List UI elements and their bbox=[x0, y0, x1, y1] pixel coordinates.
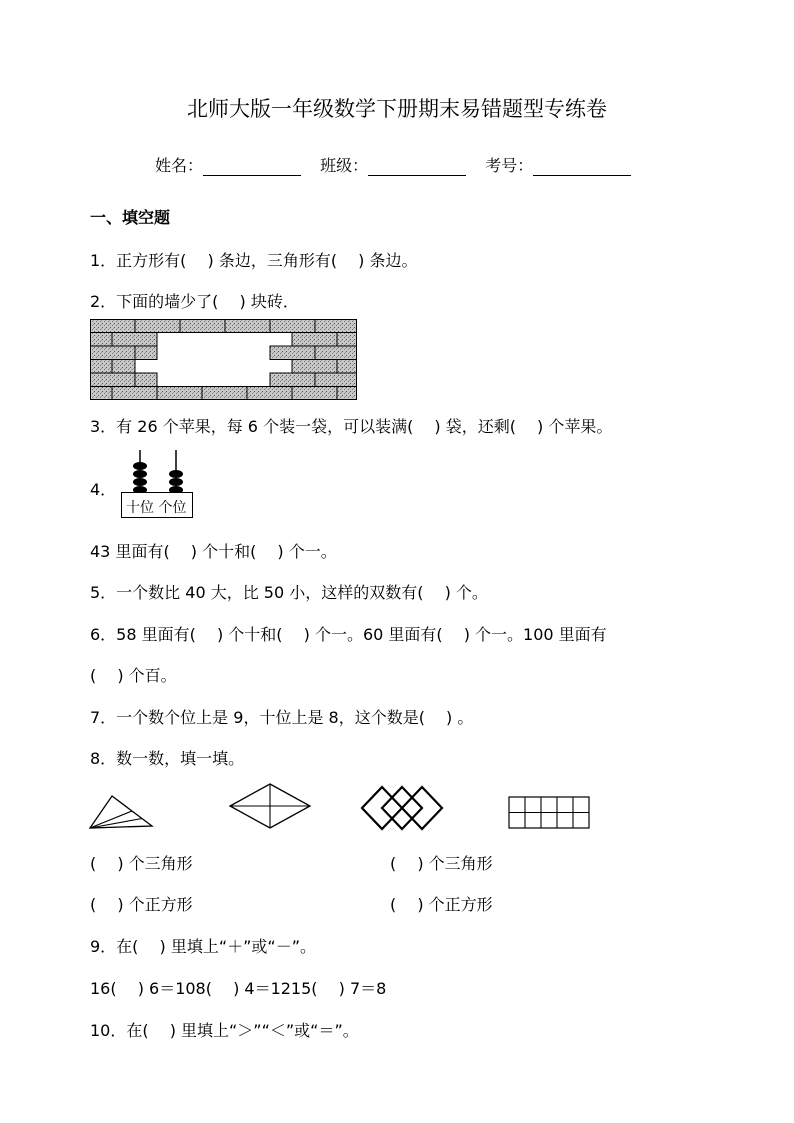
overlapping-squares-figure bbox=[360, 784, 444, 836]
name-field[interactable] bbox=[155, 153, 301, 176]
question-5: 5．一个数比 40 大，比 50 小，这样的双数有( ) 个。 bbox=[90, 583, 488, 602]
abacus-place-labels: 十位 个位 bbox=[126, 500, 187, 516]
question-6-line-1: 6．58 里面有( ) 个十和( ) 个一。60 里面有( ) 个一。100 里面有 bbox=[90, 625, 607, 644]
class-field[interactable] bbox=[320, 153, 466, 176]
question-8: 8．数一数，填一填。 bbox=[90, 749, 245, 768]
wall-hole bbox=[135, 333, 292, 387]
question-7: 7．一个数个位上是 9，十位上是 8，这个数是( ) 。 bbox=[90, 708, 474, 727]
name-label: 姓名： bbox=[155, 156, 204, 175]
q8-triangle-answer-right: ( ) 个三角形 bbox=[390, 854, 493, 873]
page-title: 北师大版一年级数学下册期末易错题型专练卷 bbox=[187, 97, 607, 121]
diamond-figure bbox=[228, 782, 312, 832]
q8-square-answer-left: ( ) 个正方形 bbox=[90, 895, 193, 914]
question-6-line-2: ( ) 个百。 bbox=[90, 666, 177, 685]
brick-wall-figure bbox=[90, 319, 358, 401]
exam-label: 考号： bbox=[485, 156, 534, 175]
q8-square-answer-right: ( ) 个正方形 bbox=[390, 895, 493, 914]
section-heading: 一、填空题 bbox=[90, 208, 171, 227]
class-blank[interactable] bbox=[368, 157, 466, 176]
exam-field[interactable] bbox=[485, 153, 631, 176]
question-9-expressions: 16( ) 6＝108( ) 4＝1215( ) 7＝8 bbox=[90, 979, 387, 998]
triangle-fan-figure bbox=[88, 792, 158, 832]
question-3: 3．有 26 个苹果，每 6 个装一袋，可以装满( ) 袋，还剩( ) 个苹果。 bbox=[90, 417, 613, 436]
exam-blank[interactable] bbox=[533, 157, 631, 176]
student-info-row bbox=[155, 153, 645, 176]
question-4-number: 4． bbox=[90, 480, 117, 499]
question-1: 1．正方形有( ) 条边，三角形有( ) 条边。 bbox=[90, 251, 418, 270]
question-10: 10．在( ) 里填上“＞”“＜”或“＝”。 bbox=[90, 1021, 359, 1040]
question-9: 9．在( ) 里填上“＋”或“－”。 bbox=[90, 937, 316, 956]
q8-triangle-answer-left: ( ) 个三角形 bbox=[90, 854, 193, 873]
question-2: 2．下面的墙少了( ) 块砖． bbox=[90, 292, 299, 311]
square-grid-figure bbox=[508, 796, 592, 830]
question-4-text: 43 里面有( ) 个十和( ) 个一。 bbox=[90, 542, 337, 561]
class-label: 班级： bbox=[320, 156, 369, 175]
name-blank[interactable] bbox=[203, 157, 301, 176]
